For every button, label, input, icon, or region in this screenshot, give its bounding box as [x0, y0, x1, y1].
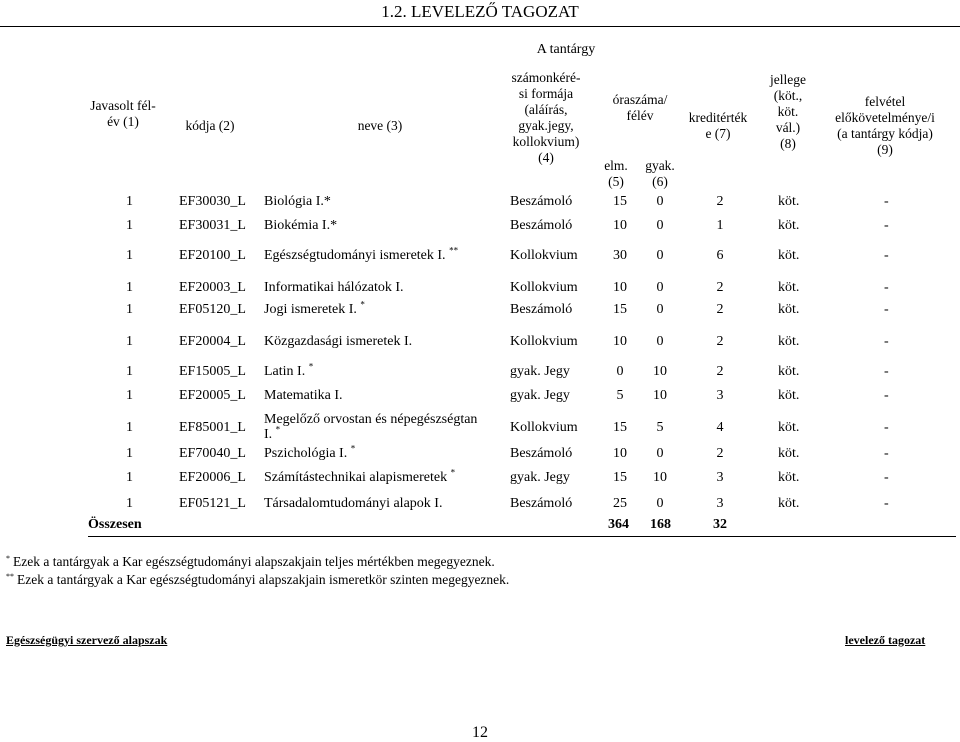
cell-credit: 2	[716, 334, 724, 349]
cell-prerequisite: -	[884, 194, 889, 209]
cell-type: köt.	[778, 446, 800, 461]
cell-lecture: 10	[613, 334, 627, 349]
cell-name: Latin I. *	[264, 361, 314, 379]
cell-lecture: 10	[613, 446, 627, 461]
header-code: kódja (2)	[185, 118, 235, 133]
cell-prerequisite: -	[884, 470, 889, 485]
cell-credit: 4	[716, 420, 724, 435]
cell-practice: 0	[656, 334, 664, 349]
program-mode: levelező tagozat	[845, 633, 926, 647]
cell-type: köt.	[778, 194, 800, 209]
cell-credit: 2	[716, 194, 724, 209]
cell-prerequisite: -	[884, 420, 889, 435]
cell-practice: 0	[656, 194, 664, 209]
header-lecture: elm. (5)	[604, 158, 628, 189]
cell-lecture: 10	[613, 218, 627, 233]
footnote-marker: *	[360, 299, 365, 310]
cell-semester: 1	[126, 446, 133, 461]
cell-lecture: 15	[613, 302, 627, 317]
total-lecture: 364	[608, 517, 629, 532]
cell-name: Számítástechnikai alapismeretek *	[264, 467, 456, 485]
cell-assessment: Kollokvium	[510, 280, 578, 295]
cell-lecture: 15	[613, 194, 627, 209]
cell-semester: 1	[126, 388, 133, 403]
cell-name: Jogi ismeretek I. *	[264, 299, 365, 317]
cell-credit: 2	[716, 302, 724, 317]
cell-type: köt.	[778, 388, 800, 403]
cell-prerequisite: -	[884, 496, 889, 511]
cell-assessment: Beszámoló	[510, 218, 573, 233]
cell-credit: 1	[716, 218, 724, 233]
cell-name: Biológia I.*	[264, 194, 331, 209]
cell-assessment: Kollokvium	[510, 334, 578, 349]
cell-credit: 2	[716, 446, 724, 461]
page-number: 12	[472, 724, 488, 741]
footnote-text: Ezek a tantárgyak a Kar egészségtudományi alapszakjain teljes mértékben megegyeznek.	[13, 554, 495, 569]
cell-code: EF20005_L	[179, 388, 246, 403]
cell-semester: 1	[126, 364, 133, 379]
cell-practice: 10	[653, 388, 667, 403]
total-credit: 32	[713, 517, 727, 532]
cell-assessment: Kollokvium	[510, 248, 578, 263]
cell-lecture: 10	[613, 280, 627, 295]
header-hours: óraszáma/ félév	[612, 92, 668, 123]
cell-code: EF05121_L	[179, 496, 246, 511]
footnote-2	[6, 572, 509, 588]
cell-practice: 0	[656, 280, 664, 295]
cell-semester: 1	[126, 334, 133, 349]
cell-code: EF30031_L	[179, 218, 246, 233]
cell-credit: 6	[716, 248, 724, 263]
cell-code: EF30030_L	[179, 194, 246, 209]
cell-semester: 1	[126, 248, 133, 263]
header-divider	[0, 26, 960, 27]
cell-code: EF20003_L	[179, 280, 246, 295]
cell-code: EF20006_L	[179, 470, 246, 485]
cell-name: Informatikai hálózatok I.	[264, 280, 404, 295]
cell-practice: 0	[656, 218, 664, 233]
cell-type: köt.	[778, 334, 800, 349]
cell-code: EF20004_L	[179, 334, 246, 349]
cell-code: EF70040_L	[179, 446, 246, 461]
cell-semester: 1	[126, 496, 133, 511]
group-header: A tantárgy	[536, 42, 596, 57]
cell-credit: 3	[716, 470, 724, 485]
cell-name: Matematika I.	[264, 388, 343, 403]
cell-code: EF20100_L	[179, 248, 246, 263]
cell-name: Megelőző orvostan és népegészségtan I. *	[264, 412, 478, 442]
cell-prerequisite: -	[884, 388, 889, 403]
cell-type: köt.	[778, 420, 800, 435]
cell-lecture: 0	[616, 364, 624, 379]
cell-name: Pszichológia I. *	[264, 443, 356, 461]
cell-name: Biokémia I.*	[264, 218, 338, 233]
cell-prerequisite: -	[884, 334, 889, 349]
total-label: Összesen	[88, 517, 142, 532]
cell-semester: 1	[126, 194, 133, 209]
cell-assessment: Beszámoló	[510, 446, 573, 461]
header-practice: gyak. (6)	[645, 158, 675, 189]
cell-assessment: gyak. Jegy	[510, 364, 570, 379]
cell-prerequisite: -	[884, 302, 889, 317]
cell-practice: 10	[653, 470, 667, 485]
cell-assessment: gyak. Jegy	[510, 470, 570, 485]
cell-credit: 2	[716, 364, 724, 379]
cell-lecture: 15	[613, 470, 627, 485]
cell-lecture: 25	[613, 496, 627, 511]
total-underline	[88, 536, 956, 537]
header-assessment: számonkéré- si formája (aláírás, gyak.jegy, kollokvium) (4)	[511, 70, 581, 165]
cell-code: EF05120_L	[179, 302, 246, 317]
cell-assessment: Beszámoló	[510, 194, 573, 209]
cell-name: Társadalomtudományi alapok I.	[264, 496, 443, 511]
cell-practice: 0	[656, 446, 664, 461]
cell-semester: 1	[126, 470, 133, 485]
footnote-marker: *	[450, 467, 456, 478]
cell-practice: 0	[656, 302, 664, 317]
cell-practice: 10	[653, 364, 667, 379]
cell-type: köt.	[778, 218, 800, 233]
cell-name: Egészségtudományi ismeretek I. **	[264, 245, 459, 263]
cell-credit: 2	[716, 280, 724, 295]
cell-type: köt.	[778, 470, 800, 485]
cell-semester: 1	[126, 302, 133, 317]
cell-type: köt.	[778, 496, 800, 511]
header-semester: Javasolt fél- év (1)	[90, 98, 156, 129]
cell-prerequisite: -	[884, 364, 889, 379]
cell-name: Közgazdasági ismeretek I.	[264, 334, 413, 349]
cell-lecture: 5	[616, 388, 624, 403]
footnote-marker: *	[308, 361, 314, 372]
cell-prerequisite: -	[884, 446, 889, 461]
footnote-marker: *	[275, 424, 281, 435]
header-name: neve (3)	[357, 118, 403, 133]
cell-code: EF85001_L	[179, 420, 246, 435]
header-prerequisite: felvétel előkövetelménye/i (a tantárgy kódja) (9)	[835, 94, 935, 157]
program-name: Egészségügyi szervező alapszak	[6, 633, 168, 647]
cell-prerequisite: -	[884, 218, 889, 233]
cell-assessment: Beszámoló	[510, 496, 573, 511]
page-title: 1.2. LEVELEZŐ TAGOZAT	[381, 2, 579, 21]
total-practice: 168	[650, 517, 671, 532]
cell-type: köt.	[778, 364, 800, 379]
cell-type: köt.	[778, 302, 800, 317]
cell-credit: 3	[716, 388, 724, 403]
cell-semester: 1	[126, 420, 133, 435]
cell-prerequisite: -	[884, 280, 889, 295]
footnote-mark: *	[6, 553, 10, 563]
cell-practice: 5	[656, 420, 664, 435]
footnote-mark: **	[6, 571, 14, 581]
footnote-marker: **	[449, 245, 459, 256]
footnote-text: Ezek a tantárgyak a Kar egészségtudományi alapszakjain ismeretkör szinten megegyeznek.	[17, 572, 510, 587]
cell-code: EF15005_L	[179, 364, 246, 379]
cell-semester: 1	[126, 280, 133, 295]
cell-assessment: Kollokvium	[510, 420, 578, 435]
cell-type: köt.	[778, 280, 800, 295]
cell-type: köt.	[778, 248, 800, 263]
cell-practice: 0	[656, 496, 664, 511]
header-credit: kreditérték e (7)	[688, 110, 748, 141]
footnote-1	[6, 554, 495, 570]
cell-semester: 1	[126, 218, 133, 233]
cell-assessment: Beszámoló	[510, 302, 573, 317]
cell-lecture: 15	[613, 420, 627, 435]
cell-credit: 3	[716, 496, 724, 511]
cell-lecture: 30	[613, 248, 627, 263]
cell-prerequisite: -	[884, 248, 889, 263]
header-type: jellege (köt., köt. vál.) (8)	[770, 72, 806, 151]
cell-assessment: gyak. Jegy	[510, 388, 570, 403]
footnote-marker: *	[350, 443, 356, 454]
cell-practice: 0	[656, 248, 664, 263]
